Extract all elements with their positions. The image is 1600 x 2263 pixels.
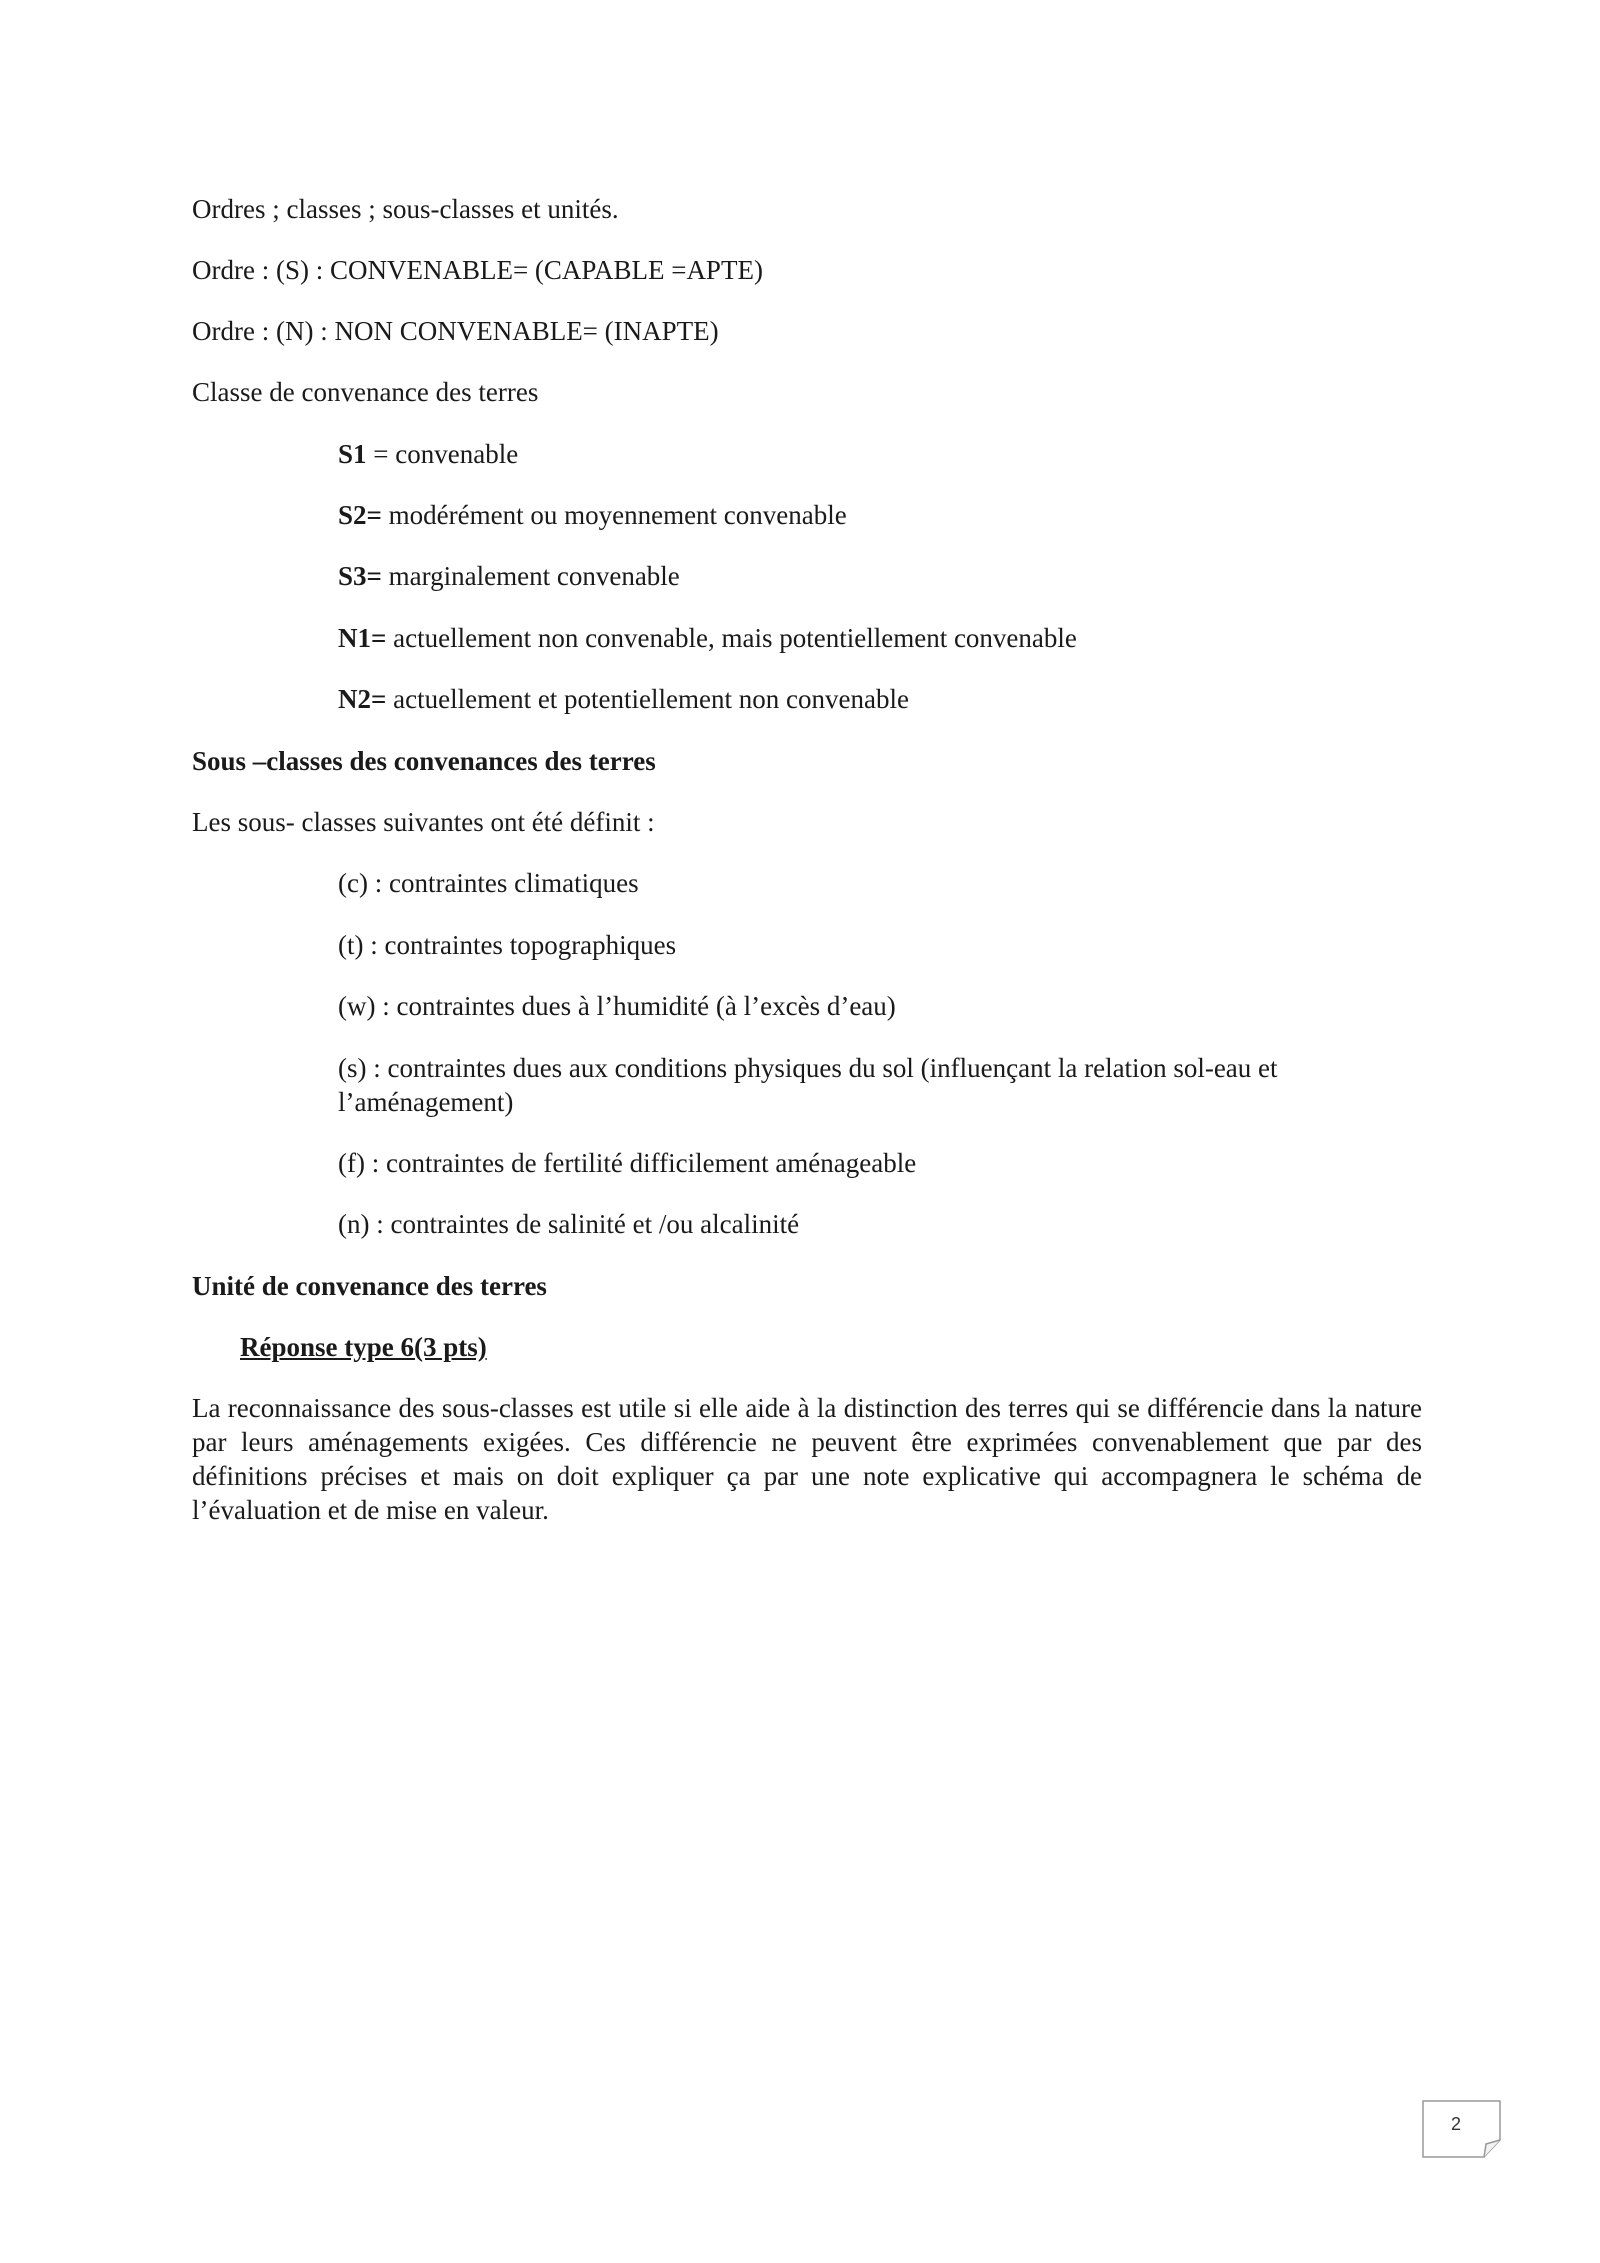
subclass-item: (f) : contraintes de fertilité difficilement aménageable	[338, 1148, 917, 1178]
page-number: 2	[1450, 2114, 1461, 2134]
subclass-item: (s) : contraintes dues aux conditions physiques du sol (influençant la relation sol-eau et l’aménagement)	[338, 1053, 1278, 1117]
class-item	[338, 621, 1077, 655]
subclass-item: (t) : contraintes topographiques	[338, 930, 677, 960]
line-ordre-n: Ordre : (N) : NON CONVENABLE= (INAPTE)	[192, 316, 719, 346]
subclass-item: (c) : contraintes climatiques	[338, 868, 639, 898]
class-code: N2=	[338, 684, 387, 714]
class-code: S2=	[338, 500, 382, 530]
answer-paragraph: La reconnaissance des sous-classes est utile si elle aide à la distinction des terres qui se différencie dans la nature par leurs aménagements exigées. Ces différencie ne peuvent être exprimées convenablement que par des définitions précises et mais on doit expliquer ça par une note explicative qui accompagnera le schéma de l’évaluation et de mise en valeur.	[192, 1393, 1422, 1525]
answer-heading: Réponse type 6(3 pts)	[240, 1332, 487, 1362]
class-item	[338, 559, 680, 593]
class-text: actuellement non convenable, mais potentiellement convenable	[386, 623, 1077, 653]
class-code: S1	[338, 439, 367, 469]
class-item	[338, 498, 847, 532]
subclasses-heading: Sous –classes des convenances des terres	[192, 746, 656, 776]
class-code: S3=	[338, 561, 382, 591]
class-code: N1=	[338, 623, 387, 653]
page-number-box	[1422, 2100, 1502, 2158]
class-text: = convenable	[366, 439, 519, 469]
subclass-item: (w) : contraintes dues à l’humidité (à l’excès d’eau)	[338, 991, 896, 1021]
subclass-item: (n) : contraintes de salinité et /ou alcalinité	[338, 1209, 800, 1239]
class-text: modérément ou moyennement convenable	[381, 500, 847, 530]
line-ordre-s: Ordre : (S) : CONVENABLE= (CAPABLE =APTE)	[192, 255, 763, 285]
unit-heading: Unité de convenance des terres	[192, 1271, 547, 1301]
class-text: actuellement et potentiellement non convenable	[386, 684, 909, 714]
subclasses-intro: Les sous- classes suivantes ont été définit :	[192, 807, 655, 837]
class-text: marginalement convenable	[381, 561, 680, 591]
line-classe-convenance: Classe de convenance des terres	[192, 377, 539, 407]
class-item	[338, 682, 909, 716]
class-item	[338, 437, 518, 471]
line-ordres-classes: Ordres ; classes ; sous-classes et unités.	[192, 194, 619, 224]
